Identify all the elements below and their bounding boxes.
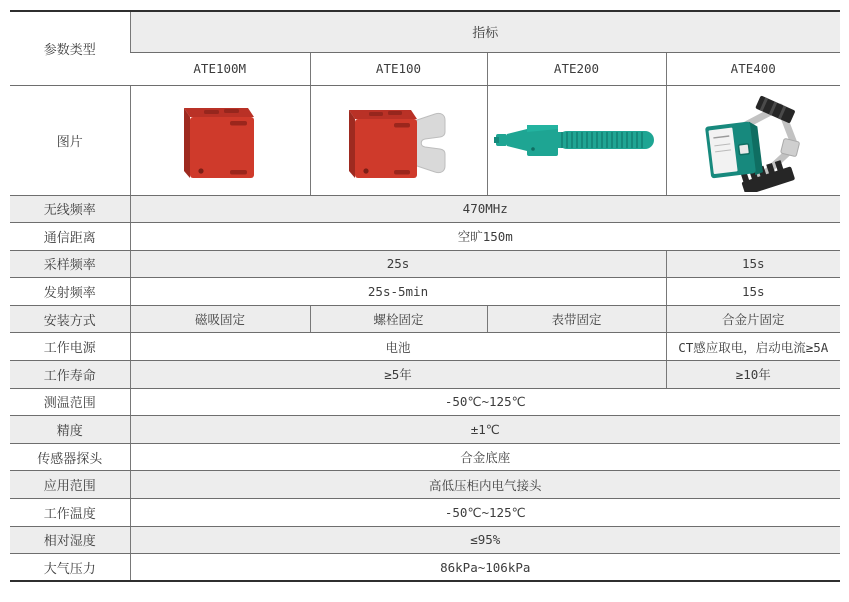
value-working-life-a: ≥5年 [130, 361, 666, 389]
image-row-label: 图片 [10, 85, 130, 195]
value-working-power-a: 电池 [130, 333, 666, 361]
row-label-temp-measure-range: 测温范围 [10, 388, 130, 416]
image-cell-ate200 [487, 85, 666, 195]
value-sampling-frequency-ate400: 15s [666, 250, 840, 278]
value-install-ate200: 表带固定 [487, 305, 666, 333]
value-working-power-ate400: CT感应取电，启动电流≥5A [666, 333, 840, 361]
teal-cable-tie-sensor-image [493, 112, 661, 168]
image-cell-ate400 [666, 85, 840, 195]
row-label-atmospheric-pressure: 大气压力 [10, 554, 130, 582]
value-application-range: 高低压柜内电气接头 [130, 471, 840, 499]
product-header-ate200: ATE200 [487, 52, 666, 85]
row-label-sampling-frequency: 采样频率 [10, 250, 130, 278]
value-install-ate100: 螺栓固定 [310, 305, 487, 333]
product-header-ate400: ATE400 [666, 52, 840, 85]
row-label-working-temperature: 工作温度 [10, 499, 130, 527]
value-relative-humidity: ≤95% [130, 526, 840, 554]
row-label-installation-method: 安装方式 [10, 305, 130, 333]
value-install-ate100m: 磁吸固定 [130, 305, 310, 333]
value-sampling-frequency-a: 25s [130, 250, 666, 278]
value-working-temperature: -50℃~125℃ [130, 499, 840, 527]
row-label-working-life: 工作寿命 [10, 361, 130, 389]
value-temp-measure-range: -50℃~125℃ [130, 388, 840, 416]
row-label-application-range: 应用范围 [10, 471, 130, 499]
image-cell-ate100 [310, 85, 487, 195]
teal-clamp-band-sensor-image [694, 88, 812, 192]
row-label-transmit-frequency: 发射频率 [10, 278, 130, 306]
row-label-accuracy: 精度 [10, 416, 130, 444]
value-communication-distance: 空旷150m [130, 223, 840, 251]
indicator-header: 指标 [130, 11, 840, 52]
value-wireless-frequency: 470MHz [130, 195, 840, 223]
value-working-life-ate400: ≥10年 [666, 361, 840, 389]
value-transmit-frequency-ate400: 15s [666, 278, 840, 306]
value-atmospheric-pressure: 86kPa~106kPa [130, 554, 840, 582]
product-spec-table [10, 10, 840, 582]
value-transmit-frequency-a: 25s-5min [130, 278, 666, 306]
value-accuracy: ±1℃ [130, 416, 840, 444]
row-label-communication-distance: 通信距离 [10, 223, 130, 251]
red-cube-fork-terminal-sensor-image [333, 90, 465, 190]
image-cell-ate100m [130, 85, 310, 195]
value-install-ate400: 合金片固定 [666, 305, 840, 333]
param-type-header: 参数类型 [10, 11, 130, 85]
row-label-wireless-frequency: 无线频率 [10, 195, 130, 223]
product-header-ate100: ATE100 [310, 52, 487, 85]
value-sensor-probe: 合金底座 [130, 443, 840, 471]
red-cube-sensor-image [164, 90, 276, 190]
row-label-working-power: 工作电源 [10, 333, 130, 361]
row-label-relative-humidity: 相对湿度 [10, 526, 130, 554]
product-header-ate100m: ATE100M [130, 52, 310, 85]
row-label-sensor-probe: 传感器探头 [10, 443, 130, 471]
